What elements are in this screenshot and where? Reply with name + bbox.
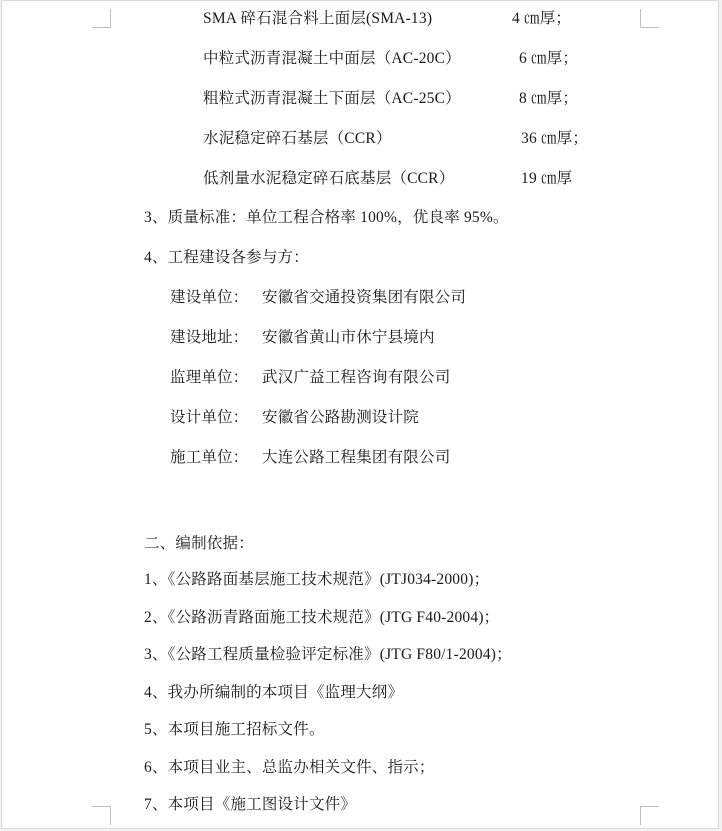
party-key: 建设单位： xyxy=(170,289,249,306)
basis-item: 4、我办所编制的本项目《监理大纲》 xyxy=(144,684,404,701)
page-corner-mark xyxy=(92,9,111,28)
page-corner-mark xyxy=(92,806,111,825)
parties-heading: 4、工程建设各参与方： xyxy=(144,249,309,266)
party-key: 施工单位： xyxy=(170,449,249,466)
page-corner-mark xyxy=(640,9,659,28)
basis-item: 3、《公路工程质量检验评定标准》(JTG F80/1-2004)； xyxy=(144,646,512,663)
party-value: 安徽省交通投资集团有限公司 xyxy=(262,289,467,306)
page-corner-mark xyxy=(640,806,659,825)
basis-item: 7、本项目《施工图设计文件》 xyxy=(144,796,357,813)
party-key: 建设地址： xyxy=(170,329,249,346)
party-value: 安徽省公路勘测设计院 xyxy=(262,409,420,426)
party-value: 安徽省黄山市休宁县境内 xyxy=(262,329,435,346)
party-value: 武汉广益工程咨询有限公司 xyxy=(262,369,451,386)
layer-thickness: 36 ㎝厚； xyxy=(521,130,589,147)
layer-thickness: 6 ㎝厚； xyxy=(519,50,579,67)
party-key: 监理单位： xyxy=(170,369,249,386)
layer-thickness: 19 ㎝厚 xyxy=(521,170,573,187)
layer-name: 中粒式沥青混凝土中面层（AC-20C） xyxy=(203,50,461,67)
quality-standard: 3、质量标准：单位工程合格率 100%，优良率 95%。 xyxy=(144,209,509,226)
party-key: 设计单位： xyxy=(170,409,249,426)
layer-name: SMA 碎石混合料上面层(SMA-13) xyxy=(203,10,433,27)
basis-item: 2、《公路沥青路面施工技术规范》(JTG F40-2004)； xyxy=(144,609,500,626)
section-heading: 二、编制依据： xyxy=(144,535,254,552)
basis-item: 6、本项目业主、总监办相关文件、指示； xyxy=(144,759,435,776)
party-value: 大连公路工程集团有限公司 xyxy=(262,449,451,466)
layer-thickness: 4 ㎝厚； xyxy=(512,10,572,27)
layer-thickness: 8 ㎝厚； xyxy=(519,90,579,107)
basis-item: 5、本项目施工招标文件。 xyxy=(144,721,325,738)
layer-name: 粗粒式沥青混凝土下面层（AC-25C） xyxy=(203,90,461,107)
layer-name: 低剂量水泥稳定碎石底基层（CCR） xyxy=(203,170,455,187)
basis-item: 1、《公路路面基层施工技术规范》(JTJ034-2000)； xyxy=(144,571,490,588)
layer-name: 水泥稳定碎石基层（CCR） xyxy=(203,130,392,147)
